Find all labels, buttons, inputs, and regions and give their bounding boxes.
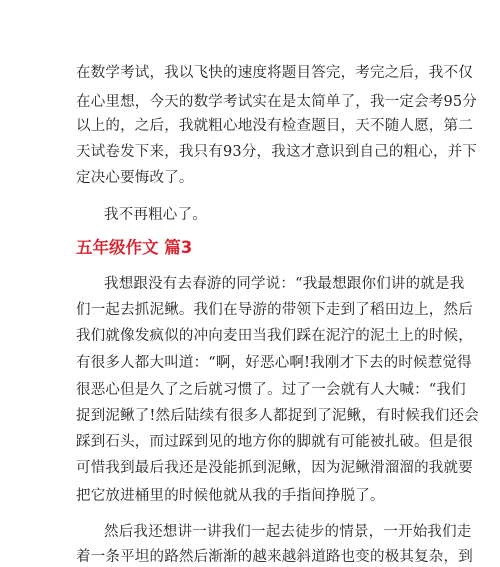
paragraph-1-line: 定决心要悔改了。 — [76, 170, 194, 186]
paragraph-3-line: 我想跟没有去春游的同学说：“我最想跟你们讲的就是我 — [104, 276, 465, 292]
paragraph-3-line: 踩到石头，而过踩到见的地方你的脚就有可能被扎破。但是很 — [76, 434, 473, 450]
paragraph-4-line: 着一条平坦的路然后渐渐的越来越斜道路也变的极其复杂，到 — [76, 549, 473, 565]
paragraph-2: 我不再粗心了。 — [104, 207, 207, 223]
paragraph-3-line: 捉到泥鳅了!然后陆续有很多人都捉到了泥鳅，有时候我们还会 — [76, 408, 479, 424]
paragraph-3-line: 很恶心但是久了之后就习惯了。过了一会就有人大喊：“我们 — [76, 382, 466, 398]
paragraph-4-line: 然后我还想讲一讲我们一起去徒步的情景，一开始我们走 — [104, 524, 472, 540]
paragraph-1-line: 在数学考试，我以飞快的速度将题目答完，考完之后，我不仅 — [76, 65, 473, 81]
paragraph-3-line: 有很多人都大叫道：“啊，好恶心啊!我刚才下去的时候惹觉得 — [76, 355, 472, 371]
paragraph-1-line: 在心里想，今天的数学考试实在是太简单了，我一定会考95分 — [76, 94, 478, 110]
paragraph-1-line: 以上的，之后，我就粗心地没有检查题目，天不随人愿，第二 — [76, 118, 473, 134]
section-heading: 五年级作文 篇3 — [76, 238, 193, 257]
paragraph-3-line: 我们就像发疯似的冲向麦田当我们踩在泥泞的泥土上的时候， — [76, 328, 473, 344]
paragraph-3-line: 可惜我到最后我还是没能抓到泥鳅，因为泥鳅滑溜溜的我就要 — [76, 460, 473, 476]
paragraph-1-line: 天试卷发下来，我只有93分，我这才意识到自己的粗心，并下 — [76, 144, 478, 160]
paragraph-3-line: 们一起去抓泥鳅。我们在导游的带领下走到了稻田边上，然后 — [76, 302, 473, 318]
paragraph-3-line: 把它放进桶里的时候他就从我的手指间挣脱了。 — [76, 488, 385, 504]
